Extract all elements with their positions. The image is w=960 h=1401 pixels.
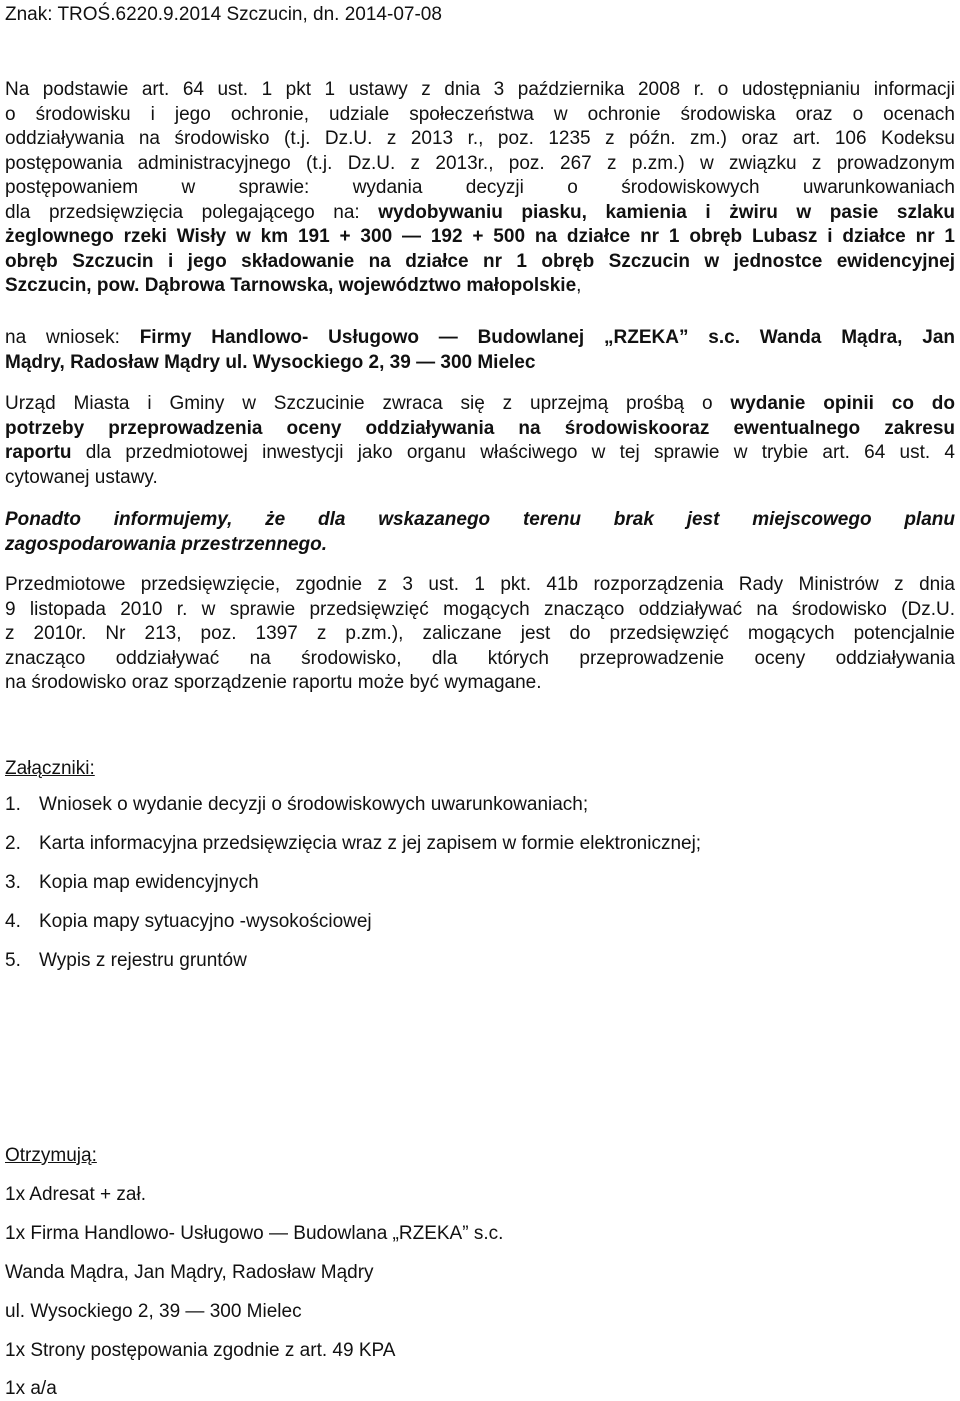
recipients-heading: [5, 1144, 97, 1168]
recipient-line: 1x Adresat + zał.: [5, 1184, 146, 1205]
project-description: wydobywaniu piasku, kamienia i żwiru w pasie szlaku: [378, 201, 955, 223]
applicant-paragraph: [5, 326, 955, 375]
text-fragment: na wniosek:: [5, 327, 140, 348]
text-fragment: Urząd Miasta i Gminy w Szczucinie zwraca się z uprzejmą prośbą o: [5, 393, 731, 414]
list-number: 1.: [5, 794, 21, 815]
list-item: [5, 949, 247, 973]
attachments-title: Załączniki:: [5, 758, 95, 779]
text-line: [5, 392, 955, 417]
request-paragraph: [5, 392, 955, 490]
project-description: żeglownego rzeki Wisły w km 191 + 300 — 192 + 500 na działce nr 1 obręb Lubasz i działce nr 1: [5, 226, 955, 247]
text-line: Ponadto informujemy, że dla wskazanego terenu brak jest miejscowego planu: [5, 509, 955, 530]
text-line: cytowanej ustawy.: [5, 466, 158, 488]
request-subject: wydanie opinii co do: [730, 393, 955, 414]
text-fragment: dla przedsięwzięcia polegającego na:: [5, 201, 379, 223]
legal-basis-paragraph: [5, 78, 955, 299]
zoning-notice-paragraph: [5, 508, 955, 557]
list-item: [5, 793, 588, 817]
list-text: Wniosek o wydanie decyzji o środowiskowych uwarunkowaniach;: [39, 794, 589, 815]
list-number: 4.: [5, 911, 21, 932]
text-line: postępowaniem w sprawie: wydania decyzji o środowiskowych uwarunkowaniach: [5, 177, 955, 198]
text-line: zagospodarowania przestrzennego.: [5, 533, 327, 555]
classification-paragraph: [5, 573, 955, 696]
text-line: o środowisku i jego ochronie, udziale społeczeństwa w ochronie środowiska oraz o ocenach: [5, 103, 955, 125]
text-line: z 2010r. Nr 213, poz. 1397 z p.zm.), zaliczane jest do przedsięwzięć mogących potencjalnie: [5, 623, 955, 644]
recipient-line: ul. Wysockiego 2, 39 — 300 Mielec: [5, 1301, 302, 1322]
list-number: 5.: [5, 950, 21, 971]
text-line: 9 listopada 2010 r. w sprawie przedsięwzięć mogących znacząco oddziaływać na środowisko (Dz.U.: [5, 598, 955, 620]
request-subject: raportu: [5, 442, 72, 463]
text-line: Przedmiotowe przedsięwzięcie, zgodnie z 3 ust. 1 pkt. 41b rozporządzenia Rady Ministrów z dnia: [5, 574, 955, 595]
text-line: na środowisko oraz sporządzenie raportu może być wymagane.: [5, 672, 542, 693]
recipient-line: 1x Firma Handlowo- Usługowo — Budowlana „RZEKA” s.c.: [5, 1223, 504, 1244]
document-sign-and-date: Znak: TROŚ.6220.9.2014 Szczucin, dn. 2014-07-08: [5, 4, 442, 25]
project-description: obręb Szczucin i jego składowanie na działce nr 1 obręb Szczucin w jednostce ewidencyjnej: [5, 250, 955, 272]
list-text: Karta informacyjna przedsięwzięcia wraz z jej zapisem w formie elektronicznej;: [39, 833, 702, 854]
list-text: Kopia mapy sytuacyjno -wysokościowej: [39, 911, 372, 932]
text-line: [5, 326, 955, 351]
project-location: Szczucin, pow. Dąbrowa Tarnowska, województwo małopolskie: [5, 275, 577, 296]
recipient-line: 1x Strony postępowania zgodnie z art. 49 KPA: [5, 1340, 396, 1361]
list-number: 2.: [5, 833, 21, 854]
recipient-line: 1x a/a: [5, 1378, 57, 1399]
applicant-address: Mądry, Radosław Mądry ul. Wysockiego 2, 39 — 300 Mielec: [5, 351, 536, 373]
text-line: [5, 201, 955, 226]
list-text: Wypis z rejestru gruntów: [39, 950, 247, 971]
request-subject: potrzeby przeprowadzenia oceny oddziaływania na środowiskooraz ewentualnego zakresu: [5, 417, 955, 439]
text-line: [5, 274, 955, 299]
text-fragment: dla przedmiotowej inwestycji jako organu właściwego w tej sprawie w trybie art. 64 ust. 4: [71, 442, 955, 463]
recipients-title: Otrzymują:: [5, 1145, 97, 1166]
text-line: znacząco oddziaływać na środowisko, dla których przeprowadzenie oceny oddziaływania: [5, 647, 955, 669]
list-item: [5, 871, 259, 895]
text-line: oddziaływania na środowisko (t.j. Dz.U. z 2013 r., poz. 1235 z późn. zm.) oraz art. 106 Kodeksu: [5, 128, 955, 149]
applicant-name: Firmy Handlowo- Usługowo — Budowlanej „RZEKA” s.c. Wanda Mądra, Jan: [139, 327, 955, 348]
text-line: postępowania administracyjnego (t.j. Dz.U. z 2013r., poz. 267 z p.zm.) w związku z prowadzonym: [5, 152, 955, 174]
list-number: 3.: [5, 872, 21, 893]
list-item: [5, 910, 372, 934]
list-text: Kopia map ewidencyjnych: [39, 872, 259, 893]
text-fragment: ,: [576, 275, 582, 296]
recipient-line: Wanda Mądra, Jan Mądry, Radosław Mądry: [5, 1262, 374, 1283]
text-line: [5, 441, 955, 466]
text-line: Na podstawie art. 64 ust. 1 pkt 1 ustawy z dnia 3 października 2008 r. o udostępnianiu informacji: [5, 79, 955, 100]
list-item: [5, 832, 701, 856]
attachments-heading: [5, 757, 95, 781]
